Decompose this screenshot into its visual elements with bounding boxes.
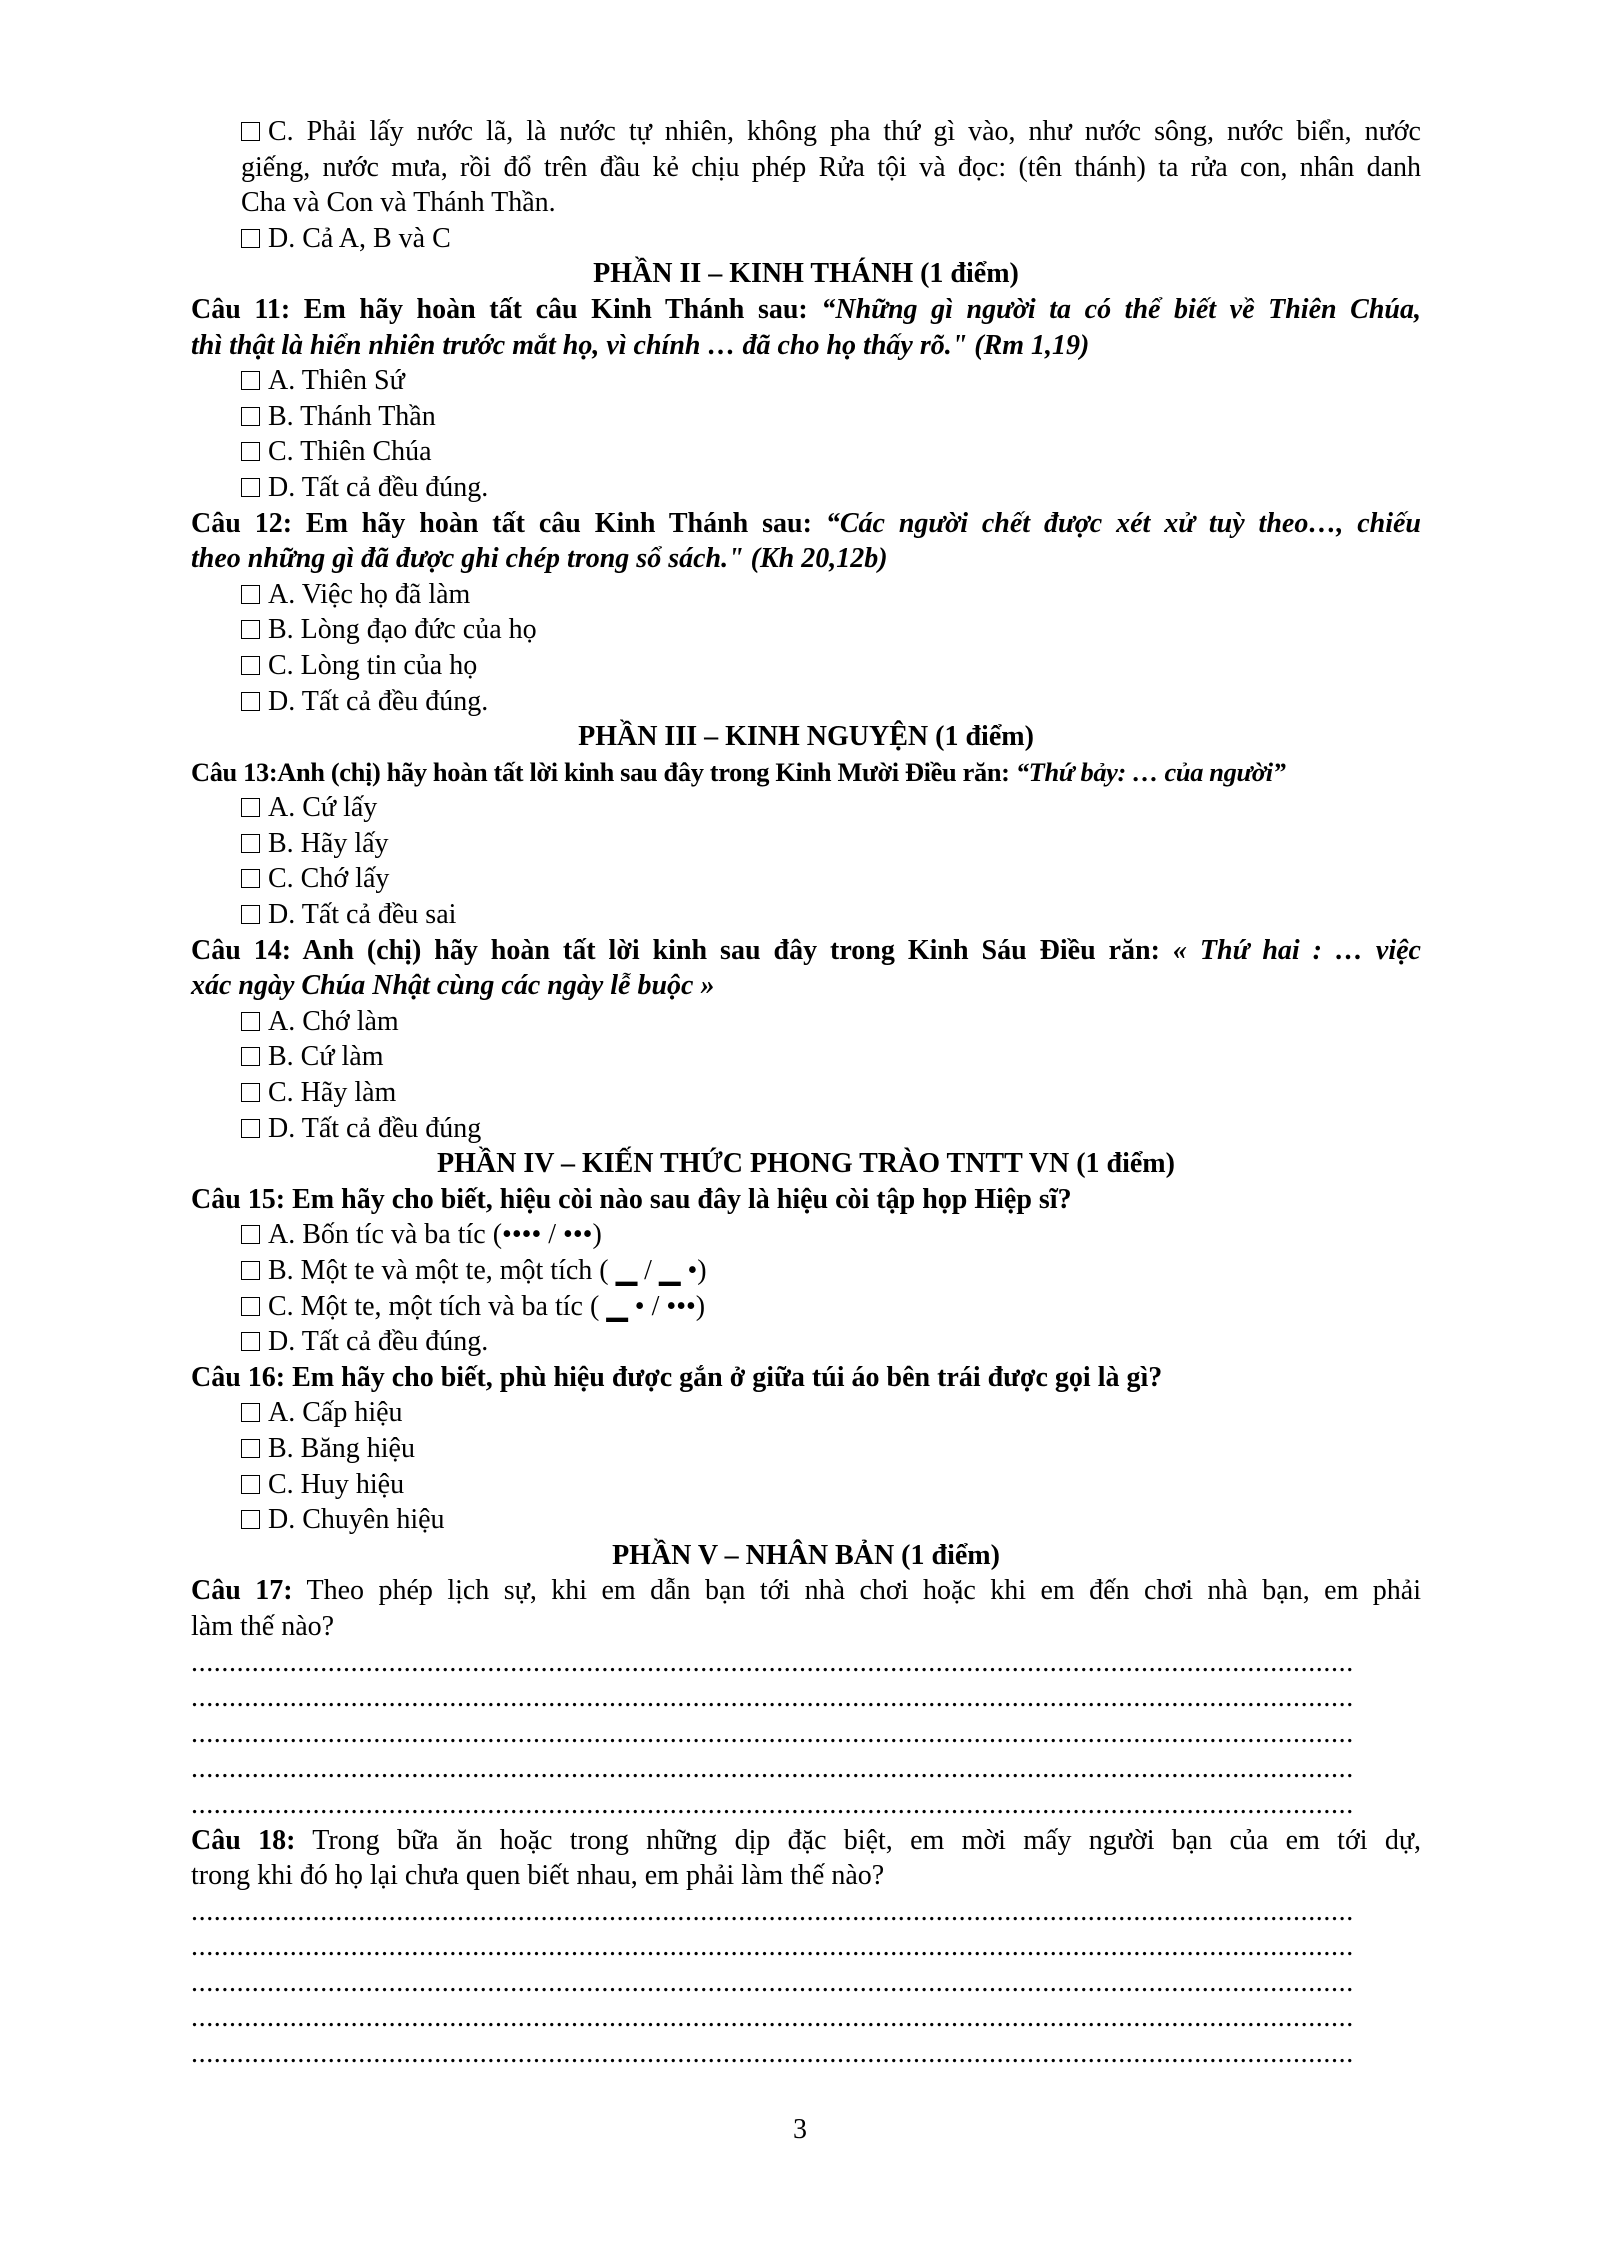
option-a[interactable]: A. Thiên Sứ: [191, 363, 1421, 399]
answer-line[interactable]: .........................................................................................................................................................: [191, 1788, 1354, 1820]
option-c[interactable]: C. Thiên Chúa: [191, 434, 1421, 470]
option-c[interactable]: C. Chớ lấy: [191, 861, 1421, 897]
checkbox-icon[interactable]: [241, 798, 260, 817]
option-a[interactable]: A. Cấp hiệu: [191, 1395, 1421, 1431]
question-12-continued: theo những gì đã được ghi chép trong sổ sách." (Kh 20,12b): [191, 543, 888, 575]
section-heading: PHẦN III – KINH NGUYỆN (1 điểm): [578, 721, 1034, 753]
question-11-continued: thì thật là hiển nhiên trước mắt họ, vì chính … đã cho họ thấy rõ." (Rm 1,19): [191, 329, 1090, 361]
option-c[interactable]: C. Phải lấy nước lã, là nước tự nhiên, không pha thứ gì vào, như nước sông, nước biển, nước: [191, 114, 1421, 150]
option-c-continued: giếng, nước mưa, rồi đổ trên đầu kẻ chịu phép Rửa tội và đọc: (tên thánh) ta rửa con, nhân danh: [241, 151, 1421, 183]
checkbox-icon[interactable]: [241, 442, 260, 461]
checkbox-icon[interactable]: [241, 585, 260, 604]
question-14: Câu 14: Anh (chị) hãy hoàn tất lời kinh sau đây trong Kinh Sáu Điều răn: « Thứ hai : … việc: [191, 934, 1421, 966]
answer-line[interactable]: .........................................................................................................................................................: [191, 1753, 1354, 1785]
checkbox-icon[interactable]: [241, 478, 260, 497]
option-b[interactable]: B. Cứ làm: [191, 1039, 1421, 1075]
answer-line[interactable]: .........................................................................................................................................................: [191, 1682, 1354, 1714]
answer-line[interactable]: .........................................................................................................................................................: [191, 1895, 1354, 1927]
option-c[interactable]: C. Huy hiệu: [191, 1467, 1421, 1503]
checkbox-icon[interactable]: [241, 905, 260, 924]
answer-line[interactable]: .........................................................................................................................................................: [191, 1966, 1354, 1998]
option-d[interactable]: D. Tất cả đều đúng.: [191, 1324, 1421, 1360]
question-16: Câu 16: Em hãy cho biết, phù hiệu được gắn ở giữa túi áo bên trái được gọi là gì?: [191, 1361, 1163, 1393]
checkbox-icon[interactable]: [241, 1083, 260, 1102]
question-13: Câu 13:Anh (chị) hãy hoàn tất lời kinh sau đây trong Kinh Mười Điều răn: “Thứ bảy: … của người”: [191, 756, 1286, 787]
checkbox-icon[interactable]: [241, 1119, 260, 1138]
option-a[interactable]: A. Bốn tíc và ba tíc (•••• / •••): [191, 1217, 1421, 1253]
checkbox-icon[interactable]: [241, 656, 260, 675]
question-14-continued: xác ngày Chúa Nhật cùng các ngày lễ buộc »: [191, 970, 715, 1002]
question-11: Câu 11: Em hãy hoàn tất câu Kinh Thánh sau: “Những gì người ta có thể biết về Thiên Chúa,: [191, 293, 1421, 325]
option-d[interactable]: D. Cả A, B và C: [191, 221, 1421, 257]
checkbox-icon[interactable]: [241, 122, 260, 141]
option-a[interactable]: A. Chớ làm: [191, 1004, 1421, 1040]
page-number: 3: [793, 2114, 807, 2145]
checkbox-icon[interactable]: [241, 371, 260, 390]
section-heading: PHẦN IV – KIẾN THỨC PHONG TRÀO TNTT VN (1 điểm): [437, 1148, 1175, 1180]
option-b[interactable]: B. Lòng đạo đức của họ: [191, 612, 1421, 648]
section-heading: PHẦN II – KINH THÁNH (1 điểm): [593, 258, 1019, 290]
answer-line[interactable]: .........................................................................................................................................................: [191, 1717, 1354, 1749]
checkbox-icon[interactable]: [241, 229, 260, 248]
exam-page: [191, 114, 1421, 2072]
question-18: Câu 18: Trong bữa ăn hoặc trong những dịp đặc biệt, em mời mấy người bạn của em tới dự,: [191, 1824, 1422, 1856]
checkbox-icon[interactable]: [241, 1510, 260, 1529]
checkbox-icon[interactable]: [241, 1475, 260, 1494]
checkbox-icon[interactable]: [241, 1332, 260, 1351]
question-17-continued: làm thế nào?: [191, 1610, 335, 1642]
checkbox-icon[interactable]: [241, 407, 260, 426]
checkbox-icon[interactable]: [241, 834, 260, 853]
checkbox-icon[interactable]: [241, 1439, 260, 1458]
option-c[interactable]: C. Lòng tin của họ: [191, 648, 1421, 684]
answer-line[interactable]: .........................................................................................................................................................: [191, 1646, 1354, 1678]
option-a[interactable]: A. Cứ lấy: [191, 790, 1421, 826]
answer-line[interactable]: .........................................................................................................................................................: [191, 2038, 1354, 2070]
checkbox-icon[interactable]: [241, 620, 260, 639]
checkbox-icon[interactable]: [241, 869, 260, 888]
option-b[interactable]: B. Băng hiệu: [191, 1431, 1421, 1467]
option-a[interactable]: A. Việc họ đã làm: [191, 577, 1421, 613]
option-d[interactable]: D. Tất cả đều sai: [191, 897, 1421, 933]
question-18-continued: trong khi đó họ lại chưa quen biết nhau, em phải làm thế nào?: [191, 1860, 885, 1892]
checkbox-icon[interactable]: [241, 1012, 260, 1031]
question-12: Câu 12: Em hãy hoàn tất câu Kinh Thánh sau: “Các người chết được xét xử tuỳ theo…, chiếu: [191, 507, 1421, 539]
option-d[interactable]: D. Tất cả đều đúng.: [191, 684, 1421, 720]
option-d[interactable]: D. Chuyên hiệu: [191, 1502, 1421, 1538]
checkbox-icon[interactable]: [241, 692, 260, 711]
option-b[interactable]: B. Thánh Thần: [191, 399, 1421, 435]
checkbox-icon[interactable]: [241, 1047, 260, 1066]
section-heading: PHẦN V – NHÂN BẢN (1 điểm): [612, 1539, 1000, 1571]
checkbox-icon[interactable]: [241, 1225, 260, 1244]
answer-line[interactable]: .........................................................................................................................................................: [191, 2002, 1354, 2034]
option-c[interactable]: C. Hãy làm: [191, 1075, 1421, 1111]
checkbox-icon[interactable]: [241, 1403, 260, 1422]
option-b[interactable]: B. Một te và một te, một tích ( ▁ / ▁ •): [191, 1253, 1421, 1289]
question-17: Câu 17: Theo phép lịch sự, khi em dẫn bạn tới nhà chơi hoặc khi em đến chơi nhà bạn, em phải: [191, 1575, 1421, 1607]
option-b[interactable]: B. Hãy lấy: [191, 826, 1421, 862]
option-d[interactable]: D. Tất cả đều đúng: [191, 1111, 1421, 1147]
option-c[interactable]: C. Một te, một tích và ba tíc ( ▁ • / •••): [191, 1289, 1421, 1325]
checkbox-icon[interactable]: [241, 1297, 260, 1316]
option-c-continued: Cha và Con và Thánh Thần.: [241, 187, 556, 219]
option-d[interactable]: D. Tất cả đều đúng.: [191, 470, 1421, 506]
question-15: Câu 15: Em hãy cho biết, hiệu còi nào sau đây là hiệu còi tập họp Hiệp sĩ?: [191, 1183, 1072, 1215]
answer-line[interactable]: .........................................................................................................................................................: [191, 1931, 1354, 1963]
checkbox-icon[interactable]: [241, 1261, 260, 1280]
